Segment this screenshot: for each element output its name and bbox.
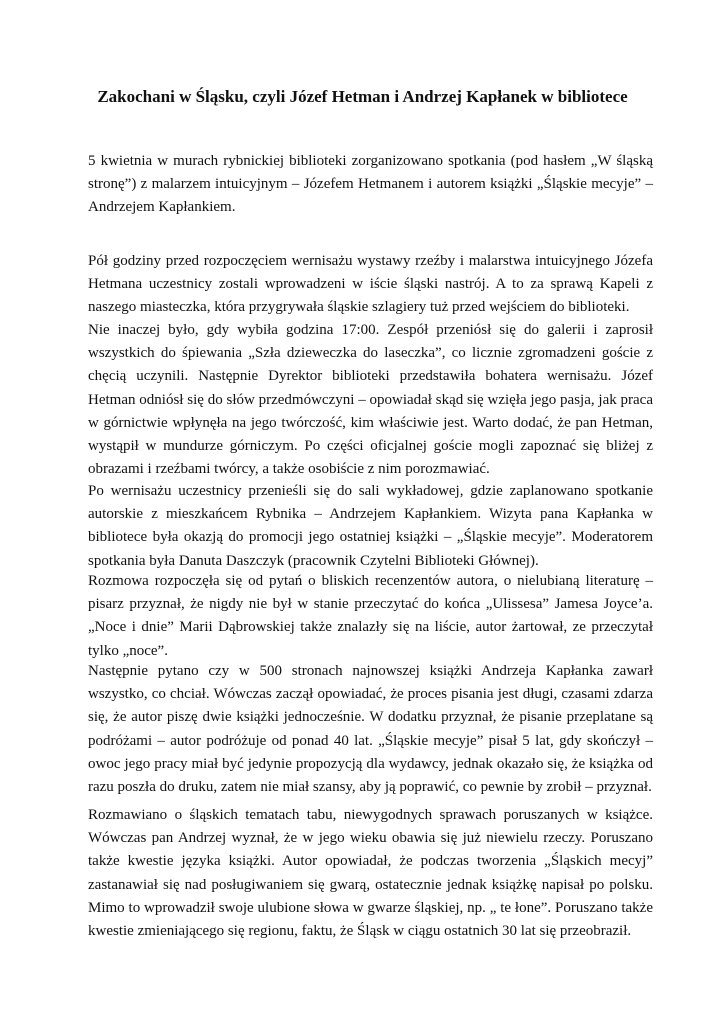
paragraph-writing-process: Następnie pytano czy w 500 stronach najnowszej książki Andrzeja Kapłanka zawarł wszystko, co chciał. Wówczas zaczął opowiadać, że proces pisania jest długi, czasami zdarza się, że autor piszę dwie książki jednocześnie. W dodatku przyznał, że pisanie przeplatane są podróżami – autor podróżuje od ponad 40 lat. „Śląskie mecyje” pisał 5 lat, gdy skończył – owoc jego pracy miał być jedynie propozycją dla wydawcy, jednak okazało się, że książka od razu poszła do druku, zatem nie miał szansy, aby ją poprawić, co pewnie by zrobił – przyznał. (88, 663, 653, 796)
paragraph-author-meeting: Po wernisażu uczestnicy przenieśli się do sali wykładowej, gdzie zaplanowano spotkanie autorskie z mieszkańcem Rybnika – Andrzejem Kapłankiem. Wizyta pana Kapłanka w bibliotece była okazją do promocji jego ostatniej książki – „Śląskie mecyje”. Moderatorem spotkania była Danuta Daszczyk (pracownik Czytelni Biblioteki Głównej). (88, 483, 653, 569)
paragraph-hetman: Nie inaczej było, gdy wybiła godzina 17:00. Zespół przeniósł się do galerii i zaprosił wszystkich do śpiewania „Szła dzieweczka do laseczka”, co licznie zgromadzeni goście z chęcią uczynili. Następnie Dyrektor biblioteki przedstawiła bohatera wernisażu. Józef Hetman odniósł się do słów przedmówczyni – opowiadał skąd się wzięła jego pasja, jak praca w górnictwie wpłynęła na jego twórczość, kim właściwie jest. Warto dodać, że pan Hetman, wystąpił w mundurze górniczym. Po części oficjalnej goście mogli zapoznać się bliżej z obrazami i rzeźbami twórcy, a także osobiście z nim porozmawiać. (88, 322, 653, 478)
paragraph-vernissage-start: Pół godziny przed rozpoczęciem wernisażu wystawy rzeźby i malarstwa intuicyjnego Józefa Hetmana uczestnicy zostali wprowadzeni w iście śląski nastrój. A to za sprawą Kapeli z naszego miasteczka, która przygrywała śląskie szlagiery tuż przed wejściem do biblioteki. (88, 253, 653, 316)
page-title: Zakochani w Śląsku, czyli Józef Hetman i Andrzej Kapłanek w bibliotece (97, 87, 628, 106)
paragraph-literature: Rozmowa rozpoczęła się od pytań o bliskich recenzentów autora, o nielubianą literaturę – pisarz przyznał, że nigdy nie był w stanie przeczytać do końca „Ulissesa” Jamesa Joyce’a. „Noce i dnie” Marii Dąbrowskiej także znalazły się na liście, autor żartował, ze przeczytał tylko „noce”. (88, 573, 653, 659)
paragraph-intro: 5 kwietnia w murach rybnickiej biblioteki zorganizowano spotkania (pod hasłem „W śląską stronę”) z malarzem intuicyjnym – Józefem Hetmanem i autorem książki „Śląskie mecyje” – Andrzejem Kapłankiem. (88, 153, 653, 216)
paragraph-taboo-topics: Rozmawiano o śląskich tematach tabu, niewygodnych sprawach poruszanych w książce. Wówczas pan Andrzej wyznał, że w jego wieku obawia się już niewielu rzeczy. Poruszano także kwestie języka książki. Autor opowiadał, że podczas tworzenia „Śląskich mecyj” zastanawiał się nad posługiwaniem się gwarą, ostatecznie jednak książkę napisał po polsku. Mimo to wprowadził swoje ulubione słowa w gwarze śląskiej, np. „ te łone”. Poruszano także kwestie zmieniającego się regionu, faktu, że Śląsk w ciągu ostatnich 30 lat się przeobraził. (88, 807, 653, 940)
